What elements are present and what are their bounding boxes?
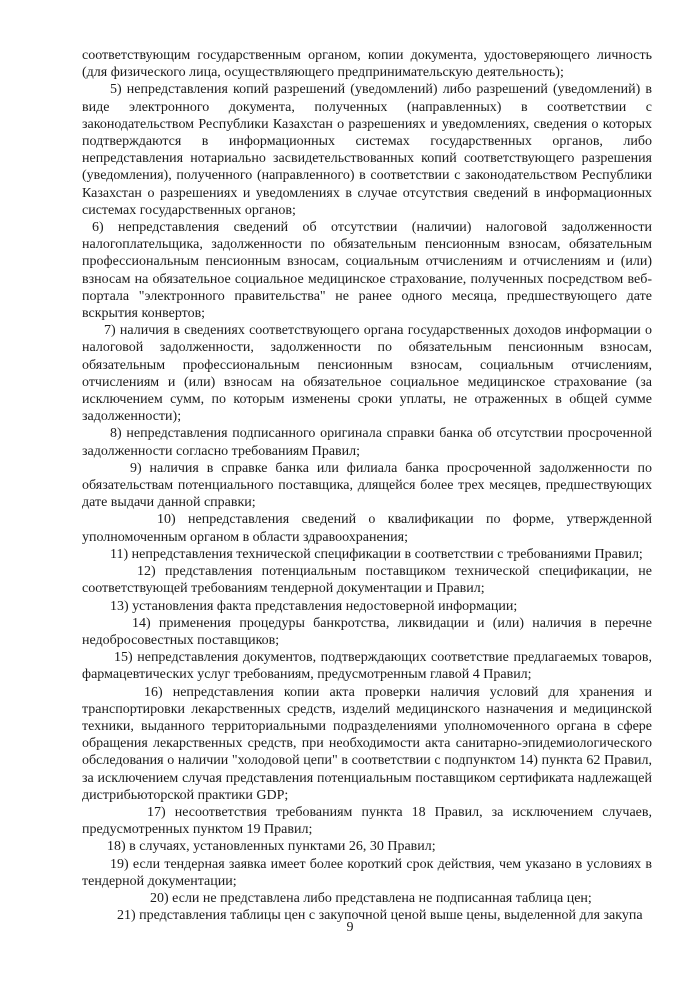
page-number: 9 — [346, 920, 354, 935]
paragraph: 9) наличия в справке банка или филиала банка просроченной задолженности по обязательствам потенциального поставщика, длящейся более трех месяцев, предшествующих дате выдачи данной справки; — [82, 460, 652, 511]
paragraph: 20) если не представлена либо представлена не подписанная таблица цен; — [150, 890, 592, 906]
paragraph: 18) в случаях, установленных пунктами 26, 30 Правил; — [107, 839, 436, 855]
paragraph: 10) непредставления сведений о квалификации по форме, утвержденной уполномоченным органом в области здравоохранения; — [82, 512, 652, 545]
paragraph: 13) установления факта представления недостоверной информации; — [110, 598, 518, 614]
paragraph: 17) несоответствия требованиям пункта 18 Правил, за исключением случаев, предусмотренных пунктом 19 Правил; — [82, 804, 652, 838]
paragraph: 19) если тендерная заявка имеет более короткий срок действия, чем указано в условиях в тендерной документации; — [82, 856, 652, 889]
paragraph: 21) представления таблицы цен с закупочной ценой выше цены, выделенной для закупа — [117, 908, 643, 924]
paragraph: 11) непредставления технической спецификации в соответствии с требованиями Правил; — [110, 546, 643, 562]
paragraph: 16) непредставления копии акта проверки наличия условий для хранения и транспортировки лекарственных средств, изделий медицинского назначения и медицинской техники, выданного территориальными подразделениями уполномоченного органа в сфере обращения лекарственных средств, при необходимости акта санитарно-эпидемиологического обследования о наличии "холодовой цепи" в соответствии с подпунктом 14) пункта 62 Правил, за исключением случая представления потенциальным поставщиком сертификата надлежащей дистрибьюторской практики GDP; — [82, 684, 652, 803]
paragraph: 6) непредставления сведений об отсутствии (наличии) налоговой задолженности налогоплательщика, задолженности по обязательным пенсионным взносам, обязательным профессиональным пенсионным взносам, социальным отчислениям и отчислениям и (или) взносам на обязательное социальное медицинское страхование, полученных посредством веб-портала "электронного правительства" не ранее одного месяца, предшествующего дате вскрытия конвертов; — [82, 220, 652, 322]
paragraph: 8) непредставления подписанного оригинала справки банка об отсутствии просроченной задолженности согласно требованиям Правил; — [82, 426, 652, 459]
paragraph: 15) непредставления документов, подтверждающих соответствие предлагаемых товаров, фармацевтических услуг требованиям, предусмотренным главой 4 Правил; — [82, 650, 652, 683]
paragraph: 12) представления потенциальным поставщиком технической спецификации, не соответствующей требованиям тендерной документации и Правил; — [82, 564, 652, 597]
paragraph: 5) непредставления копий разрешений (уведомлений) либо разрешений (уведомлений) в виде электронного документа, полученных (направленных) в соответствии с законодательством Республики Казахстан о разрешениях и уведомлениях, сведения о которых подтверждаются в информационных системах государственных органов, либо непредставления нотариально засвидетельствованных копий соответствующего разрешения (уведомления), полученного (направленного) в соответствии с законодательством Республики Казахстан о разрешениях и уведомлениях в случае отсутствия сведений в информационных системах государственных органов; — [82, 82, 652, 218]
paragraph: соответствующим государственным органом, копии документа, удостоверяющего личность (для физического лица, осуществляющего предпринимательскую деятельность); — [82, 48, 652, 81]
paragraph: 14) применения процедуры банкротства, ликвидации и (или) наличия в перечне недобросовестных поставщиков; — [82, 615, 652, 648]
document-body — [82, 47, 652, 924]
paragraph: 7) наличия в сведениях соответствующего органа государственных доходов информации о налоговой задолженности, задолженности по обязательным пенсионным взносам, обязательным профессиональным пенсионным взносам, социальным отчислениям, отчислениям и (или) взносам на обязательное социальное медицинское страхование (за исключением сумм, по которым изменены сроки уплаты, не отраженных в общей сумме задолженности); — [82, 323, 652, 425]
